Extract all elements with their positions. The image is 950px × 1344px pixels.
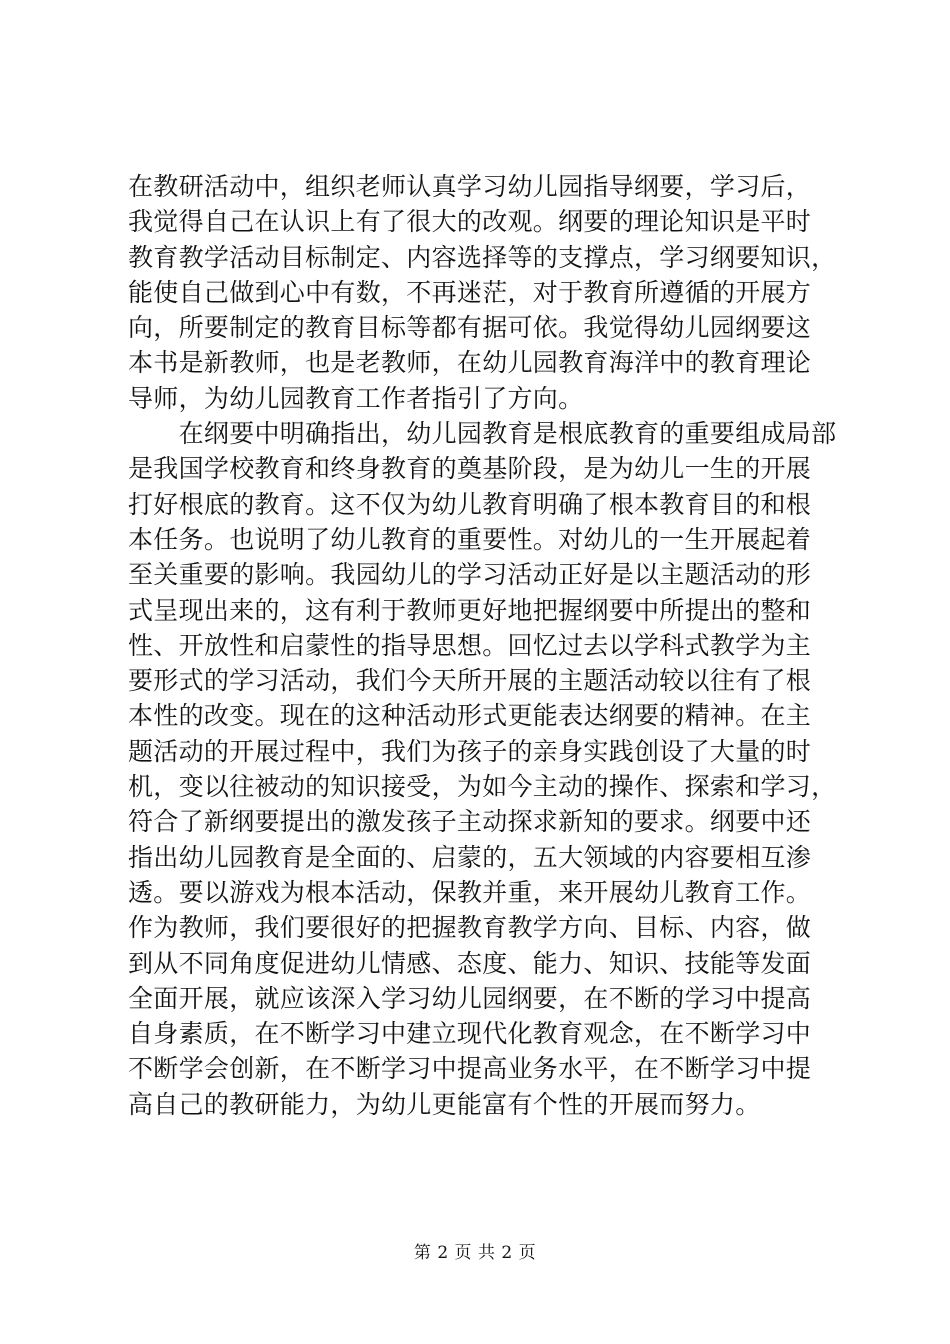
text-line: 向，所要制定的教育目标等都有据可依。我觉得幼儿园纲要这 bbox=[128, 313, 812, 343]
text-line: 高自己的教研能力，为幼儿更能富有个性的开展而努力。 bbox=[128, 1089, 761, 1119]
text-line: 教育教学活动目标制定、内容选择等的支撑点，学习纲要知识， bbox=[128, 242, 837, 272]
body-text bbox=[128, 169, 837, 1122]
text-line: 要形式的学习活动，我们今天所开展的主题活动较以往有了根 bbox=[128, 666, 812, 696]
text-line: 自身素质，在不断学习中建立现代化教育观念，在不断学习中 bbox=[128, 1019, 812, 1049]
text-line: 导师，为幼儿园教育工作者指引了方向。 bbox=[128, 383, 584, 413]
text-line: 在教研活动中，组织老师认真学习幼儿园指导纲要，学习后， bbox=[128, 172, 812, 201]
text-line: 是我国学校教育和终身教育的奠基阶段，是为幼儿一生的开展 bbox=[128, 454, 812, 484]
text-line: 符合了新纲要提出的激发孩子主动探求新知的要求。纲要中还 bbox=[128, 807, 812, 837]
text-line: 作为教师，我们要很好的把握教育教学方向、目标、内容，做 bbox=[128, 913, 812, 943]
text-line: 本任务。也说明了幼儿教育的重要性。对幼儿的一生开展起着 bbox=[128, 524, 812, 554]
text-line: 透。要以游戏为根本活动，保教并重，来开展幼儿教育工作。 bbox=[128, 877, 812, 907]
text-line: 本书是新教师，也是老教师，在幼儿园教育海洋中的教育理论 bbox=[128, 348, 812, 378]
text-line: 指出幼儿园教育是全面的、启蒙的，五大领域的内容要相互渗 bbox=[128, 842, 812, 872]
text-line: 全面开展，就应该深入学习幼儿园纲要，在不断的学习中提高 bbox=[128, 983, 812, 1013]
text-line: 本性的改变。现在的这种活动形式更能表达纲要的精神。在主 bbox=[128, 701, 812, 731]
page-number-footer: 第 2 页 共 2 页 bbox=[413, 1243, 537, 1263]
text-line: 机，变以往被动的知识接受，为如今主动的操作、探索和学习， bbox=[128, 772, 837, 802]
text-line: 到从不同角度促进幼儿情感、态度、能力、知识、技能等发面 bbox=[128, 948, 812, 978]
text-line: 不断学会创新，在不断学习中提高业务水平，在不断学习中提 bbox=[128, 1054, 812, 1084]
text-line: 性、开放性和启蒙性的指导思想。回忆过去以学科式教学为主 bbox=[128, 630, 812, 660]
text-line: 式呈现出来的，这有利于教师更好地把握纲要中所提出的整和 bbox=[128, 595, 812, 625]
text-line: 题活动的开展过程中，我们为孩子的亲身实践创设了大量的时 bbox=[128, 736, 812, 766]
text-line: 能使自己做到心中有数，不再迷茫，对于教育所遵循的开展方 bbox=[128, 277, 812, 307]
text-line: 至关重要的影响。我园幼儿的学习活动正好是以主题活动的形 bbox=[128, 560, 812, 590]
text-line: 在纲要中明确指出，幼儿园教育是根底教育的重要组成局部 bbox=[128, 419, 837, 449]
text-line: 我觉得自己在认识上有了很大的改观。纲要的理论知识是平时 bbox=[128, 207, 812, 237]
text-line: 打好根底的教育。这不仅为幼儿教育明确了根本教育目的和根 bbox=[128, 489, 812, 519]
